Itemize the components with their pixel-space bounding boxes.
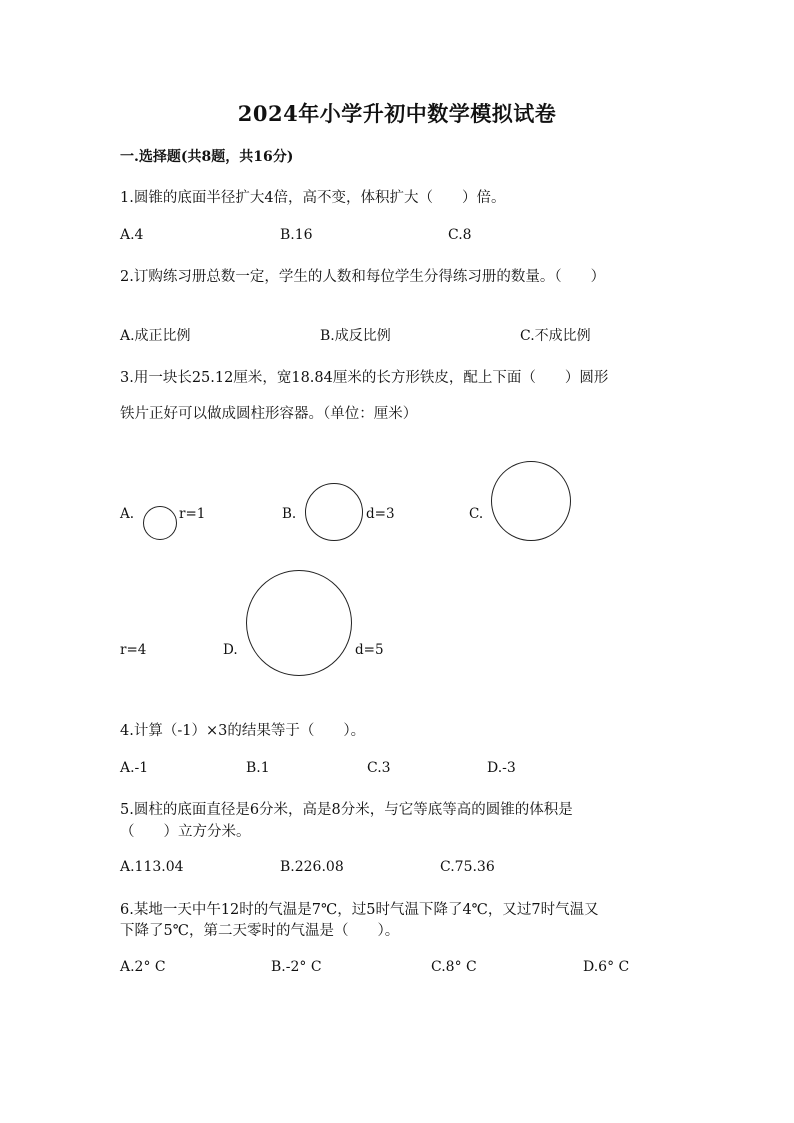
q2-option-b: B.成反比例 bbox=[320, 328, 391, 344]
q3-option-a-label: r=1 bbox=[179, 506, 206, 522]
q2-option-c: C.不成比例 bbox=[520, 328, 591, 344]
question-1-stem: 1.圆锥的底面半径扩大4倍，高不变，体积扩大（ ）倍。 bbox=[120, 190, 506, 206]
q3-circle-d bbox=[246, 570, 352, 676]
q3-option-b-letter: B. bbox=[282, 506, 297, 522]
q6-option-c: C.8° C bbox=[431, 959, 477, 975]
q1-option-b: B.16 bbox=[280, 227, 313, 243]
q2-option-a: A.成正比例 bbox=[120, 328, 191, 344]
q6-option-b: B.-2° C bbox=[271, 959, 322, 975]
q6-option-d: D.6° C bbox=[583, 959, 630, 975]
question-2-stem: 2.订购练习册总数一定，学生的人数和每位学生分得练习册的数量。（ ） bbox=[120, 269, 606, 285]
q3-option-b-label: d=3 bbox=[366, 506, 395, 522]
q4-option-b: B.1 bbox=[246, 760, 270, 776]
q1-option-a: A.4 bbox=[120, 227, 144, 243]
question-6-stem-line1: 6.某地一天中午12时的气温是7℃，过5时气温下降了4℃，又过7时气温又 bbox=[120, 902, 599, 918]
question-4-stem: 4.计算（-1）×3的结果等于（ ）。 bbox=[120, 723, 366, 739]
q6-option-a: A.2° C bbox=[120, 959, 166, 975]
q3-option-a-letter: A. bbox=[120, 506, 135, 522]
q3-circle-c bbox=[491, 461, 571, 541]
q5-option-c: C.75.36 bbox=[440, 859, 495, 875]
q3-circle-b bbox=[305, 483, 363, 541]
q3-option-d-letter: D. bbox=[223, 642, 238, 658]
q5-option-b: B.226.08 bbox=[280, 859, 344, 875]
question-5-stem-line2: （ ）立方分米。 bbox=[120, 824, 251, 840]
q4-option-d: D.-3 bbox=[487, 760, 516, 776]
question-3-stem-line1: 3.用一块长25.12厘米，宽18.84厘米的长方形铁皮，配上下面（ ）圆形 bbox=[120, 370, 609, 386]
question-6-stem-line2: 下降了5℃，第二天零时的气温是（ ）。 bbox=[120, 923, 400, 939]
question-5-stem-line1: 5.圆柱的底面直径是6分米，高是8分米，与它等底等高的圆锥的体积是 bbox=[120, 802, 573, 818]
q5-option-a: A.113.04 bbox=[120, 859, 184, 875]
q4-option-c: C.3 bbox=[367, 760, 391, 776]
q3-circle-a bbox=[143, 506, 177, 540]
q1-option-c: C.8 bbox=[448, 227, 472, 243]
page-title: 2024年小学升初中数学模拟试卷 bbox=[237, 101, 557, 126]
section-heading: 一.选择题(共8题，共16分) bbox=[120, 149, 294, 165]
q3-option-c-label: r=4 bbox=[120, 642, 147, 658]
q3-option-c-letter: C. bbox=[469, 506, 484, 522]
q4-option-a: A.-1 bbox=[120, 760, 149, 776]
q3-option-d-label: d=5 bbox=[355, 642, 384, 658]
question-3-stem-line2: 铁片正好可以做成圆柱形容器。（单位：厘米） bbox=[120, 406, 418, 422]
